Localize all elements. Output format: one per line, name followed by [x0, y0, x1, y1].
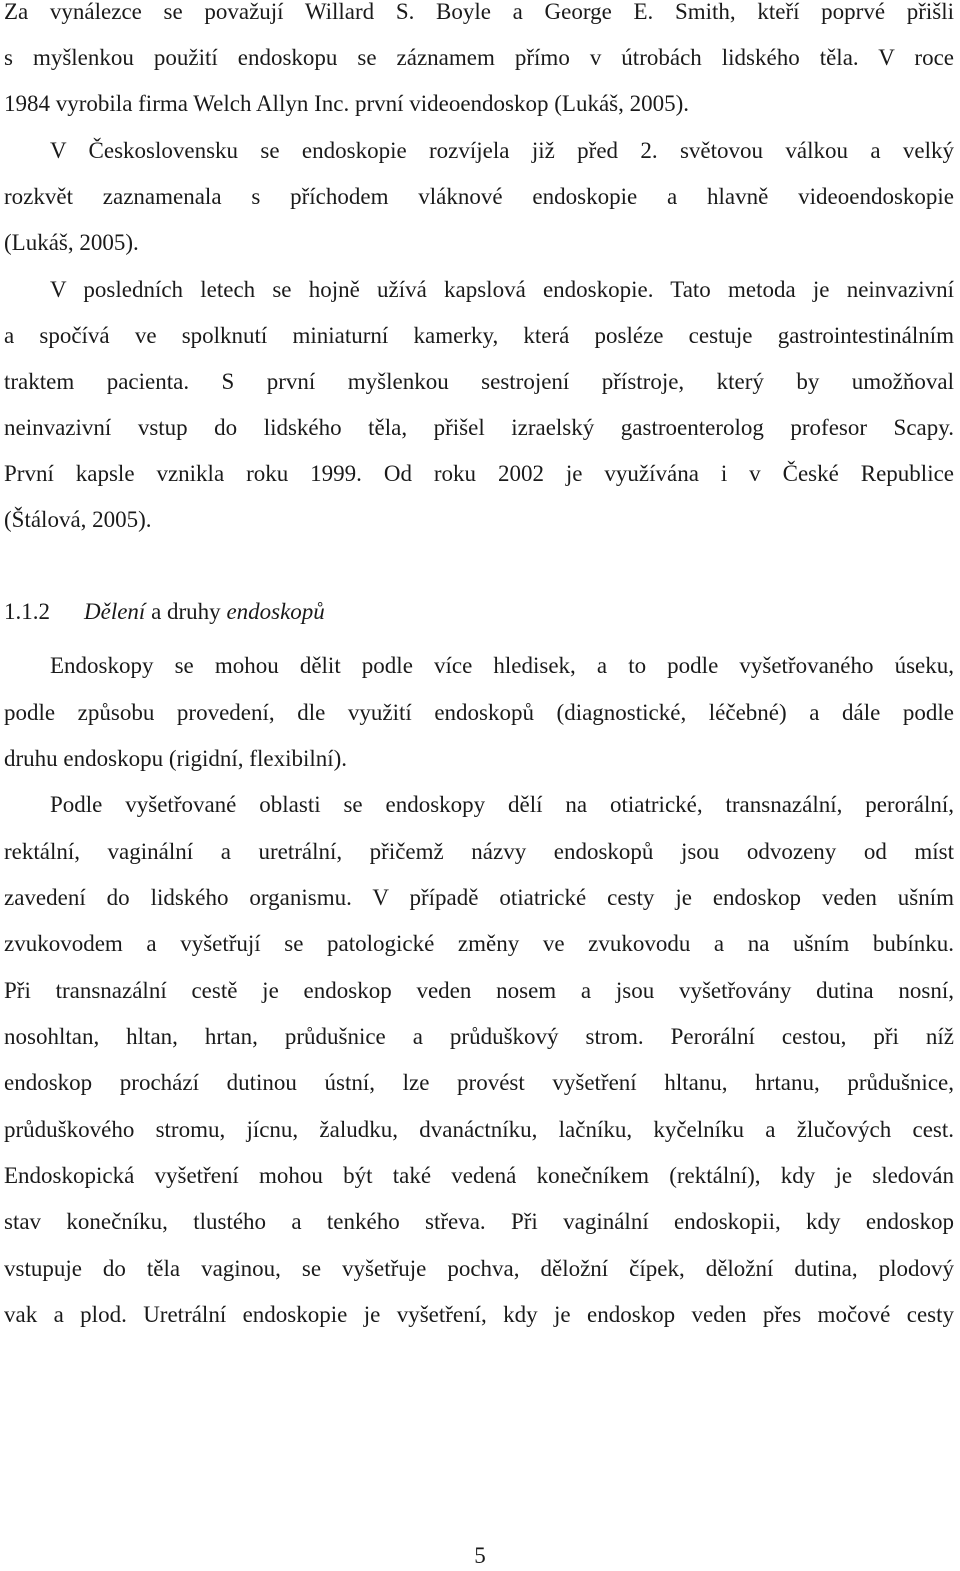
- paragraph-line: (Štálová, 2005).: [4, 507, 152, 532]
- paragraph-line: rektální, vaginální a uretrální, přičemž názvy endoskopů jsou odvozeny od míst: [4, 839, 954, 864]
- paragraph-line: stav konečníku, tlustého a tenkého střeva. Při vaginální endoskopii, kdy endoskop: [4, 1209, 954, 1234]
- section-title-word: Dělení: [84, 599, 146, 624]
- paragraph-line: V Československu se endoskopie rozvíjela již před 2. světovou válkou a velký: [50, 138, 954, 163]
- paragraph-line: Endoskopy se mohou dělit podle více hledisek, a to podle vyšetřovaného úseku,: [50, 653, 954, 678]
- section-title-word: a druhy: [151, 599, 221, 624]
- paragraph-line: První kapsle vznikla roku 1999. Od roku 2002 je využívána i v České Republice: [4, 461, 954, 486]
- paragraph-line: s myšlenkou použití endoskopu se záznamem přímo v útrobách lidského těla. V roce: [4, 45, 954, 70]
- paragraph-line: rozkvět zaznamenala s příchodem vláknové endoskopie a hlavně videoendoskopie: [4, 184, 954, 209]
- paragraph-line: endoskop prochází dutinou ústní, lze provést vyšetření hltanu, hrtanu, průdušnice,: [4, 1070, 954, 1095]
- paragraph-line: nosohltan, hltan, hrtan, průdušnice a průduškový strom. Perorální cestou, při níž: [4, 1024, 954, 1049]
- paragraph-line: V posledních letech se hojně užívá kapslová endoskopie. Tato metoda je neinvazivní: [50, 277, 954, 302]
- paragraph-line: vstupuje do těla vaginou, se vyšetřuje pochva, děložní čípek, děložní dutina, plodový: [4, 1256, 954, 1281]
- paragraph-line: traktem pacienta. S první myšlenkou sestrojení přístroje, který by umožňoval: [4, 369, 954, 394]
- paragraph-line: Endoskopická vyšetření mohou být také vedená konečníkem (rektální), kdy je sledován: [4, 1163, 954, 1188]
- section-number: 1.1.2: [4, 599, 50, 624]
- section-heading: [4, 597, 325, 627]
- paragraph-line: Za vynálezce se považují Willard S. Boyle a George E. Smith, kteří poprvé přišli: [4, 0, 954, 24]
- paragraph-line: průduškového stromu, jícnu, žaludku, dvanáctníku, lačníku, kyčelníku a žlučových cest.: [4, 1117, 954, 1142]
- paragraph-line: zvukovodem a vyšetřují se patologické změny ve zvukovodu a na ušním bubínku.: [4, 931, 954, 956]
- paragraph-line: druhu endoskopu (rigidní, flexibilní).: [4, 746, 348, 771]
- page-number: 5: [474, 1543, 486, 1568]
- paragraph-line: a spočívá ve spolknutí miniaturní kamerky, která posléze cestuje gastrointestinálním: [4, 323, 954, 348]
- paragraph-line: neinvazivní vstup do lidského těla, přišel izraelský gastroenterolog profesor Scapy.: [4, 415, 954, 440]
- paragraph-line: Podle vyšetřované oblasti se endoskopy dělí na otiatrické, transnazální, perorální,: [50, 792, 954, 817]
- paragraph-line: 1984 vyrobila firma Welch Allyn Inc. první videoendoskop (Lukáš, 2005).: [4, 91, 690, 116]
- paragraph-line: vak a plod. Uretrální endoskopie je vyšetření, kdy je endoskop veden přes močové cesty: [4, 1302, 954, 1327]
- paragraph-line: Při transnazální cestě je endoskop veden nosem a jsou vyšetřovány dutina nosní,: [4, 978, 954, 1003]
- paragraph-line: zavedení do lidského organismu. V případě otiatrické cesty je endoskop veden ušním: [4, 885, 954, 910]
- paragraph-line: (Lukáš, 2005).: [4, 230, 139, 255]
- paragraph-line: podle způsobu provedení, dle využití endoskopů (diagnostické, léčebné) a dále podle: [4, 700, 954, 725]
- section-title-word: endoskopů: [226, 599, 325, 624]
